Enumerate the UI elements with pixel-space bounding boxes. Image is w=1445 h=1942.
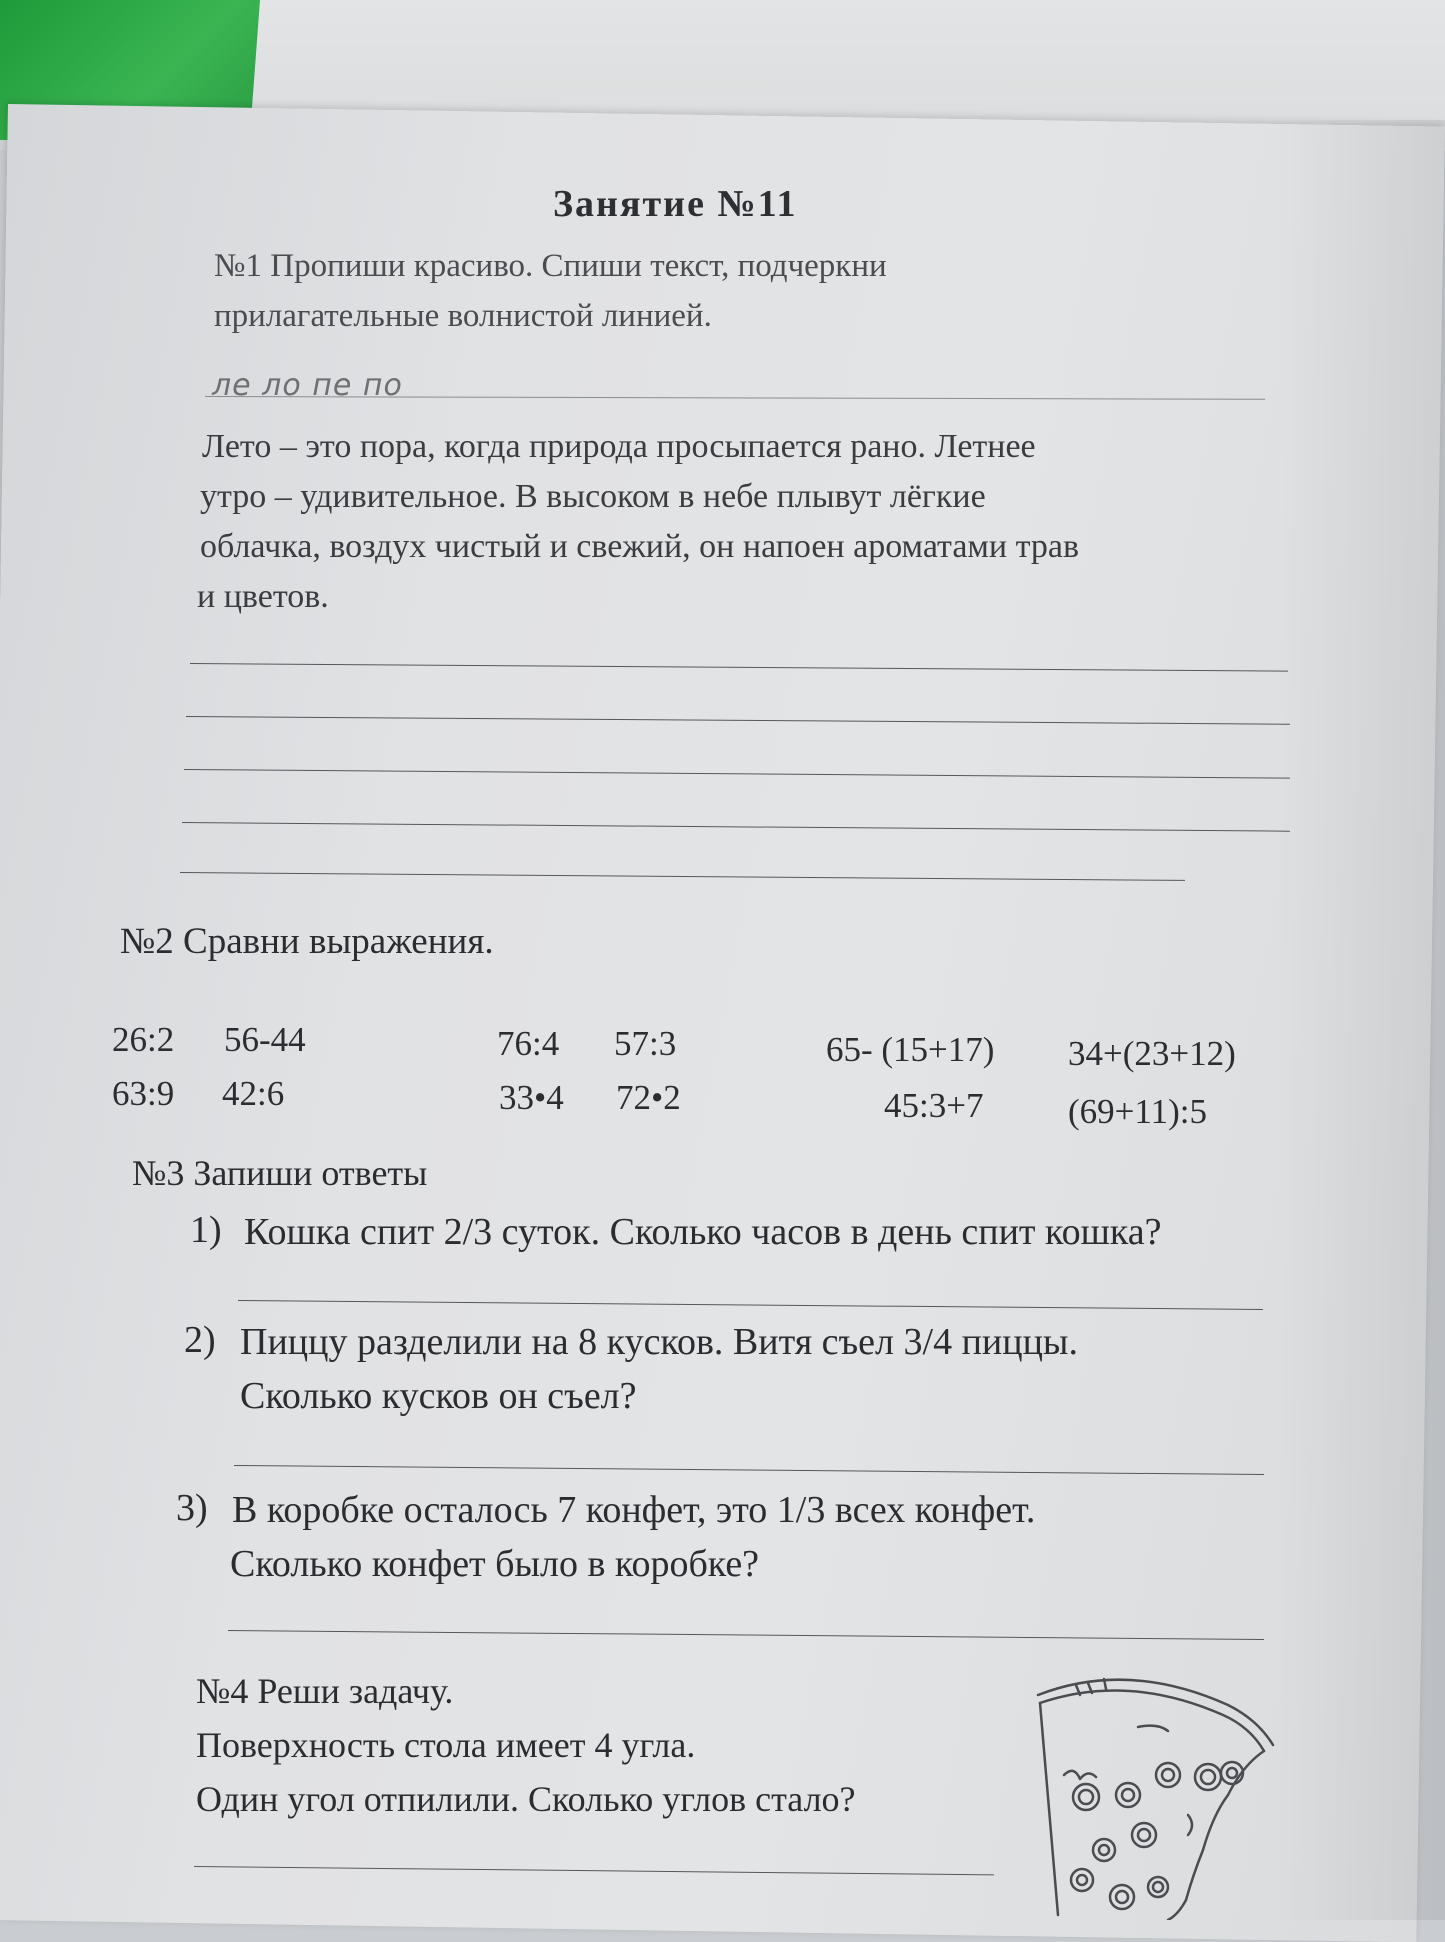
expression: 33•4 bbox=[499, 1078, 564, 1117]
expression: 34+(23+12) bbox=[1068, 1034, 1236, 1073]
task1-text-line: и цветов. bbox=[197, 578, 329, 615]
paper-edge-shadow bbox=[1275, 120, 1445, 1920]
task1-text-line: облачка, воздух чистый и свежий, он напоен ароматами трав bbox=[200, 528, 1080, 565]
pizza-slice-icon bbox=[1018, 1665, 1278, 1920]
task4-text-line: Поверхность стола имеет 4 угла. bbox=[196, 1725, 696, 1765]
question-text: Кошка спит 2/3 суток. Сколько часов в день спит кошка? bbox=[244, 1211, 1162, 1253]
expression: (69+11):5 bbox=[1068, 1092, 1207, 1131]
task1-text-line: Лето – это пора, когда природа просыпается рано. Летнее bbox=[202, 428, 1036, 465]
expression: 63:9 bbox=[112, 1074, 175, 1113]
expression: 57:3 bbox=[614, 1024, 677, 1063]
task2-heading: №2 Сравни выражения. bbox=[120, 921, 494, 962]
question-text: Пиццу разделили на 8 кусков. Витя съел 3/4 пиццы. bbox=[240, 1321, 1078, 1363]
task4-text-line: Один угол отпилили. Сколько углов стало? bbox=[196, 1779, 856, 1819]
expression: 26:2 bbox=[112, 1020, 175, 1059]
question-text: Сколько кусков он съел? bbox=[240, 1375, 637, 1417]
expression: 65- (15+17) bbox=[826, 1030, 995, 1069]
task3-heading: №3 Запиши ответы bbox=[132, 1153, 428, 1193]
question-text: В коробке осталось 7 конфет, это 1/3 всех конфет. bbox=[232, 1489, 1036, 1531]
expression: 76:4 bbox=[497, 1024, 560, 1063]
expression: 72•2 bbox=[616, 1078, 681, 1117]
expression: 56-44 bbox=[224, 1020, 306, 1059]
task1-instruction-line2: прилагательные волнистой линией. bbox=[214, 298, 712, 334]
question-number: 2) bbox=[184, 1319, 216, 1361]
task1-text-line: утро – удивительное. В высоком в небе плывут лёгкие bbox=[200, 478, 986, 515]
handwriting-sample: ле ло пе по bbox=[212, 368, 403, 403]
task1-instruction-line1: №1 Пропиши красиво. Спиши текст, подчеркни bbox=[214, 248, 887, 284]
question-number: 1) bbox=[190, 1209, 222, 1251]
question-text: Сколько конфет было в коробке? bbox=[230, 1543, 760, 1585]
page-title: Занятие №11 bbox=[553, 183, 798, 225]
task4-heading: №4 Реши задачу. bbox=[196, 1671, 454, 1711]
question-number: 3) bbox=[176, 1487, 208, 1529]
expression: 42:6 bbox=[222, 1074, 285, 1113]
expression: 45:3+7 bbox=[884, 1086, 984, 1125]
